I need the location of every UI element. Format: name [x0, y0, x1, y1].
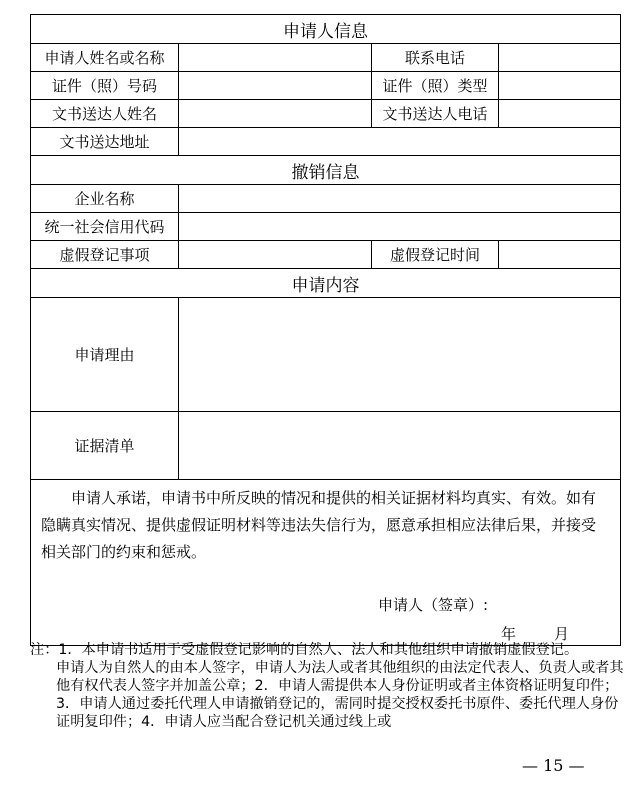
declaration-cell [31, 480, 621, 646]
revocation-info-header: 撤销信息 [31, 156, 621, 185]
footnote-body: 申请人为自然人的由本人签字，申请人为法人或者其他组织的由法定代表人、负责人或者其他有权代表人签字并加盖公章；2．申请人需提供本人身份证明或者主体资格证明复印件；3．申请人通过委托代理人申请撤销登记的，需同时提交授权委托书原件、委托代理人身份证明复印件；4．申请人应当配合登记机关通过线上或 [56, 660, 624, 730]
id-type-label: 证件（照）类型 [372, 72, 499, 100]
false-registration-time-field[interactable] [499, 241, 621, 269]
applicant-name-field[interactable] [179, 44, 372, 72]
company-name-field[interactable] [179, 185, 621, 213]
address-label: 文书送达地址 [31, 128, 179, 156]
applicant-info-header: 申请人信息 [31, 15, 621, 44]
id-type-field[interactable] [499, 72, 621, 100]
phone-field[interactable] [499, 44, 621, 72]
footnotes [30, 641, 625, 731]
application-content-header: 申请内容 [31, 269, 621, 298]
phone-label: 联系电话 [372, 44, 499, 72]
courier-phone-field[interactable] [499, 100, 621, 128]
false-registration-item-label: 虚假登记事项 [31, 241, 179, 269]
id-number-field[interactable] [179, 72, 372, 100]
application-form-table [30, 14, 621, 646]
declaration-text: 申请人承诺，申请书中所反映的情况和提供的相关证据材料均真实、有效。如有隐瞒真实情况、提供虚假证明材料等违法失信行为，愿意承担相应法律后果，并接受相关部门的约束和惩戒。 [41, 489, 597, 561]
applicant-name-label: 申请人姓名或名称 [31, 44, 179, 72]
id-number-label: 证件（照）号码 [31, 72, 179, 100]
evidence-list-label: 证据清单 [31, 412, 179, 480]
page-number: — 15 — [522, 756, 585, 775]
reason-label: 申请理由 [31, 298, 179, 412]
credit-code-label: 统一社会信用代码 [31, 213, 179, 241]
year-label: 年 [501, 625, 517, 643]
credit-code-field[interactable] [179, 213, 621, 241]
courier-phone-label: 文书送达人电话 [372, 100, 499, 128]
footnote-first-line: 注：1．本申请书适用于受虚假登记影响的自然人、法人和其他组织申请撤销虚假登记。 [30, 642, 579, 658]
false-registration-item-field[interactable] [179, 241, 372, 269]
month-label: 月 [554, 625, 570, 643]
reason-field[interactable] [179, 298, 621, 412]
evidence-list-field[interactable] [179, 412, 621, 480]
signature-label: 申请人（签章）: [378, 596, 489, 614]
courier-name-field[interactable] [179, 100, 372, 128]
false-registration-time-label: 虚假登记时间 [372, 241, 499, 269]
courier-name-label: 文书送达人姓名 [31, 100, 179, 128]
company-name-label: 企业名称 [31, 185, 179, 213]
address-field[interactable] [179, 128, 621, 156]
